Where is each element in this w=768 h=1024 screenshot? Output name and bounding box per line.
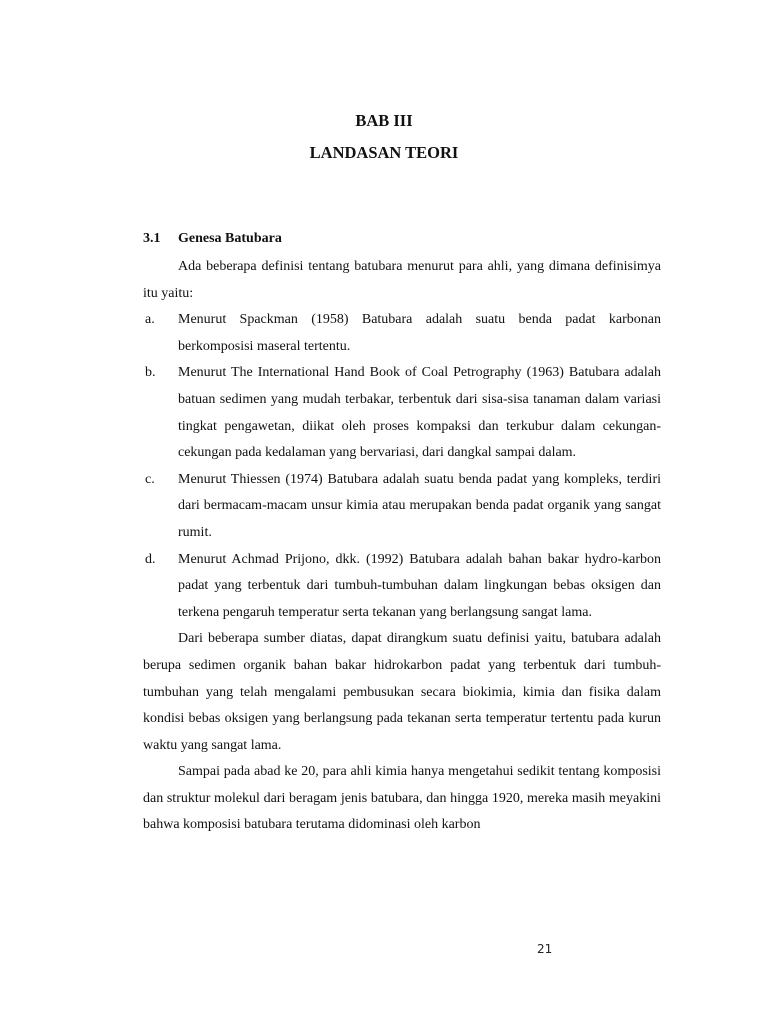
- chapter-title: LANDASAN TEORI: [309, 143, 459, 162]
- page-number: 21: [537, 942, 553, 956]
- body-text: [143, 254, 661, 839]
- list-item-text: Menurut Spackman (1958) Batubara adalah suatu benda padat karbonan berkomposisi maseral tertentu.: [178, 312, 661, 354]
- list-item: [143, 467, 661, 547]
- section-number: 3.1: [143, 231, 161, 246]
- intro-paragraph: Ada beberapa definisi tentang batubara menurut para ahli, yang dimana definisimya itu yaitu:: [143, 259, 661, 301]
- list-marker: c.: [145, 471, 155, 487]
- history-paragraph: Sampai pada abad ke 20, para ahli kimia hanya mengetahui sedikit tentang komposisi dan struktur molekul dari beragam jenis batubara, dan hingga 1920, mereka masih meyakini bahwa komposisi batubara terutama didominasi oleh karbon: [143, 764, 661, 833]
- list-item: [143, 547, 661, 627]
- definition-list: [143, 307, 661, 626]
- list-marker: b.: [145, 365, 156, 381]
- list-item-text: Menurut The International Hand Book of Coal Petrography (1963) Batubara adalah batuan sedimen yang mudah terbakar, terbentuk dari sisa-sisa tanaman dalam variasi tingkat pengawetan, diikat oleh proses kompaksi dan terkubur dalam cekungan-cekungan pada kedalaman yang bervariasi, dari dangkal sampai dalam.: [178, 365, 661, 461]
- list-item-text: Menurut Thiessen (1974) Batubara adalah suatu benda padat yang kompleks, terdiri dari bermacam-macam unsur kimia atau merupakan benda padat organik yang sangat rumit.: [178, 471, 661, 540]
- list-item: [143, 360, 661, 466]
- list-item-text: Menurut Achmad Prijono, dkk. (1992) Batubara adalah bahan bakar hydro-karbon padat yang terbentuk dari tumbuh-tumbuhan dalam lingkungan bebas oksigen dan terkena pengaruh temperatur serta tekanan yang berlangsung sangat lama.: [178, 551, 661, 620]
- section-title: Genesa Batubara: [178, 231, 282, 246]
- summary-paragraph: Dari beberapa sumber diatas, dapat dirangkum suatu definisi yaitu, batubara adalah berupa sedimen organik bahan bakar hidrokarbon padat yang terbentuk dari tumbuh-tumbuhan yang telah mengalami pembusukan secara biokimia, kimia dan fisika dalam kondisi bebas oksigen yang berlangsung pada tekanan serta temperatur tertentu pada kurun waktu yang sangat lama.: [143, 631, 661, 753]
- list-marker: d.: [145, 551, 156, 567]
- chapter-number: BAB III: [355, 111, 413, 130]
- list-item: [143, 307, 661, 360]
- list-marker: a.: [145, 312, 155, 328]
- section-heading: [143, 231, 282, 247]
